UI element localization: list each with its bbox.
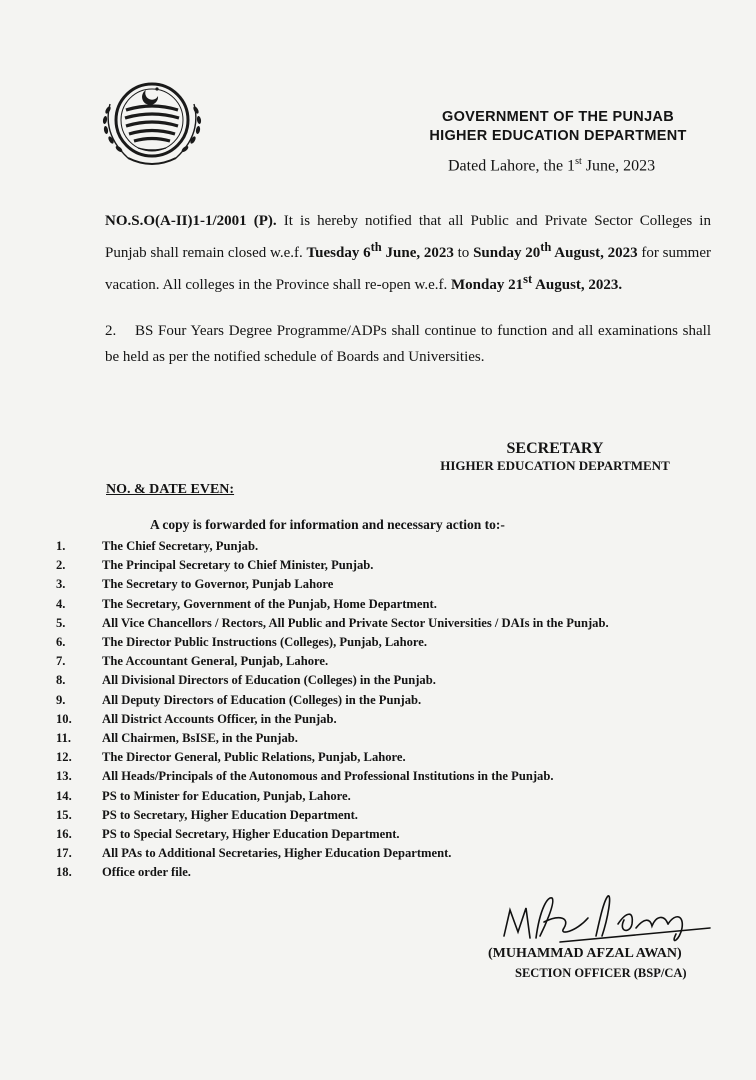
notification-paragraph-1: NO.S.O(A-II)1-1/2001 (P). It is hereby notified that all Public and Private Sector Colleges in Punjab shall remain closed w.e.f. Tuesday 6th June, 2023 to Sunday 20th August, 2023 for summer vacation. All colleges in the Province shall re-open w.e.f. Monday 21st August, 2023. xyxy=(105,213,711,293)
distribution-item-number: 16. xyxy=(56,827,72,842)
distribution-item xyxy=(56,863,676,882)
distribution-item xyxy=(56,671,676,690)
distribution-item-text: All District Accounts Officer, in the Punjab. xyxy=(102,711,337,726)
distribution-item-number: 9. xyxy=(56,692,66,707)
distribution-item-text: PS to Special Secretary, Higher Education Department. xyxy=(102,827,400,842)
no-date-even-heading: NO. & DATE EVEN: xyxy=(106,482,235,497)
distribution-item-number: 1. xyxy=(56,539,66,553)
distribution-list xyxy=(56,537,676,883)
distribution-item-number: 2. xyxy=(56,558,66,573)
distribution-item-number: 6. xyxy=(56,635,66,650)
distribution-item-text: All PAs to Additional Secretaries, Higher Education Department. xyxy=(102,846,452,861)
date-line: Dated Lahore, the 1st June, 2023 xyxy=(448,156,656,175)
secretary-block xyxy=(410,440,700,474)
distribution-item xyxy=(56,633,676,652)
notification-paragraph-2: 2. BS Four Years Degree Programme/ADPs shall continue to function and all examinations shall be held as per the notified schedule of Boards and Universities. xyxy=(105,323,711,365)
distribution-item-text: All Deputy Directors of Education (Colleges) in the Punjab. xyxy=(102,692,422,707)
notification-number: NO.S.O(A-II)1-1/2001 (P). xyxy=(105,213,277,229)
distribution-item-text: All Chairmen, BsISE, in the Punjab. xyxy=(102,731,298,746)
distribution-item-number: 7. xyxy=(56,654,66,669)
distribution-item-text: All Divisional Directors of Education (Colleges) in the Punjab. xyxy=(102,673,436,688)
distribution-item xyxy=(56,614,676,633)
distribution-item-number: 3. xyxy=(56,577,66,592)
officer-designation: SECTION OFFICER (BSP/CA) xyxy=(515,966,687,980)
distribution-item-text: The Accountant General, Punjab, Lahore. xyxy=(102,654,329,669)
distribution-item-number: 11. xyxy=(56,731,72,746)
distribution-item xyxy=(56,825,676,844)
distribution-item xyxy=(56,652,676,671)
distribution-item xyxy=(56,787,676,806)
reopen-date: Monday 21st August, 2023. xyxy=(451,272,623,293)
distribution-item-text: The Principal Secretary to Chief Minister, Punjab. xyxy=(102,558,374,573)
distribution-item-number: 18. xyxy=(56,865,72,880)
distribution-item-text: PS to Minister for Education, Punjab, Lahore. xyxy=(102,788,351,803)
end-date: Sunday 20th August, 2023 xyxy=(473,240,638,261)
distribution-item-number: 14. xyxy=(56,788,72,803)
handwritten-signature-icon xyxy=(500,888,720,948)
copy-forwarded-line: A copy is forwarded for information and necessary action to:- xyxy=(150,517,505,532)
distribution-item-number: 5. xyxy=(56,615,66,630)
distribution-item-text: All Heads/Principals of the Autonomous and Professional Institutions in the Punjab. xyxy=(102,769,554,784)
distribution-item-number: 17. xyxy=(56,846,72,861)
secretary-department: HIGHER EDUCATION DEPARTMENT xyxy=(440,458,670,473)
letterhead xyxy=(398,108,718,146)
distribution-item-text: The Secretary to Governor, Punjab Lahore xyxy=(102,577,334,592)
distribution-item-number: 12. xyxy=(56,750,72,765)
distribution-item-number: 8. xyxy=(56,673,66,688)
distribution-item xyxy=(56,710,676,729)
distribution-item-text: All Vice Chancellors / Rectors, All Public and Private Sector Universities / DAIs in the Punjab. xyxy=(102,615,609,630)
distribution-item xyxy=(56,691,676,710)
government-title: GOVERNMENT OF THE PUNJAB xyxy=(442,109,674,125)
distribution-item xyxy=(56,595,676,614)
distribution-item xyxy=(56,537,676,556)
closing-date: Tuesday 6th June, 2023 xyxy=(306,240,454,261)
distribution-item-text: PS to Secretary, Higher Education Department. xyxy=(102,807,358,822)
punjab-emblem-icon xyxy=(94,74,210,176)
distribution-item-text: The Secretary, Government of the Punjab, Home Department. xyxy=(102,596,437,611)
distribution-item xyxy=(56,729,676,748)
distribution-item-number: 13. xyxy=(56,769,72,784)
secretary-title: SECRETARY xyxy=(506,440,604,457)
distribution-item-text: Office order file. xyxy=(102,865,191,880)
distribution-item-number: 10. xyxy=(56,711,72,726)
officer-name: (MUHAMMAD AFZAL AWAN) xyxy=(488,946,682,961)
distribution-item-number: 15. xyxy=(56,807,72,822)
distribution-item xyxy=(56,575,676,594)
distribution-item-text: The Chief Secretary, Punjab. xyxy=(102,539,259,553)
distribution-item xyxy=(56,806,676,825)
distribution-item-text: The Director General, Public Relations, Punjab, Lahore. xyxy=(102,750,406,765)
distribution-item xyxy=(56,556,676,575)
department-title: HIGHER EDUCATION DEPARTMENT xyxy=(429,128,687,144)
distribution-item xyxy=(56,748,676,767)
distribution-item xyxy=(56,767,676,786)
distribution-item xyxy=(56,844,676,863)
distribution-item-number: 4. xyxy=(56,596,66,611)
distribution-item-text: The Director Public Instructions (Colleges), Punjab, Lahore. xyxy=(102,635,427,650)
